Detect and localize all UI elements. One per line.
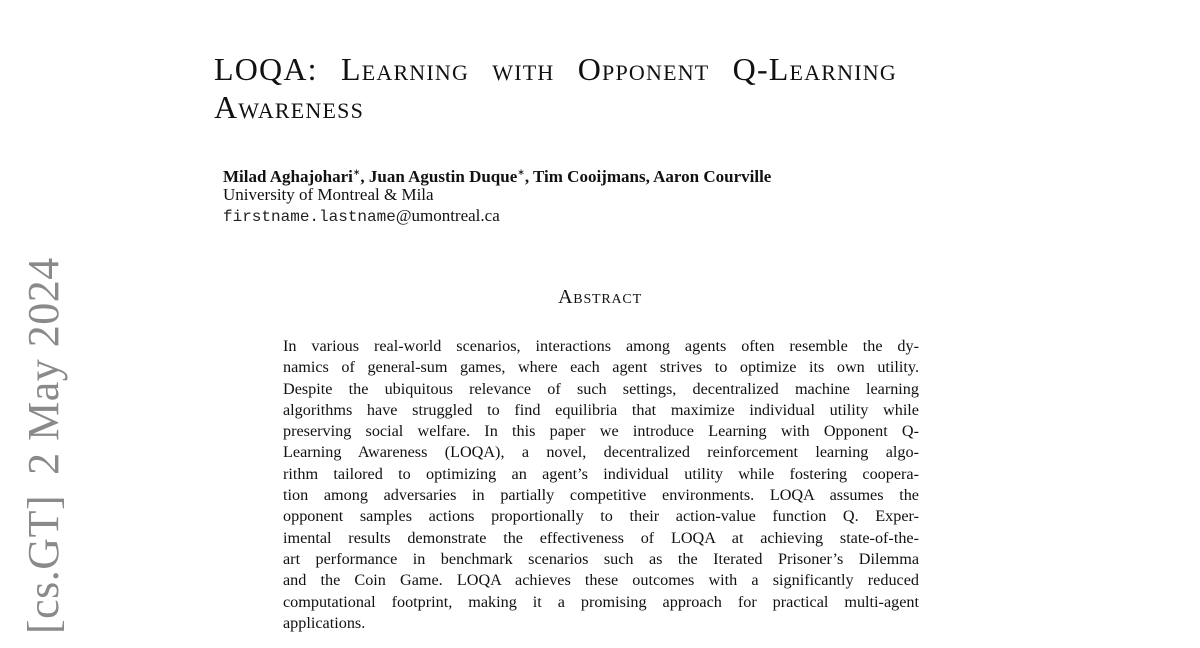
author-name: Milad Aghajohari <box>223 167 353 186</box>
arxiv-margin-stamp <box>19 257 68 634</box>
abstract-line: Learning Awareness (LOQA), a novel, decentralized reinforcement learning algo- <box>283 443 919 462</box>
email-local-part: firstname.lastname <box>223 208 396 226</box>
abstract-body <box>283 336 919 634</box>
arxiv-category: [cs.GT] <box>19 494 68 634</box>
abstract-line: opponent samples actions proportionally to their action-value function Q. Exper- <box>283 507 919 526</box>
abstract-line: and the Coin Game. LOQA achieves these outcomes with a significantly reduced <box>283 571 919 590</box>
equal-contribution-mark: ∗ <box>517 167 525 177</box>
abstract-heading: Abstract <box>558 286 642 308</box>
author-separator: , <box>360 167 369 186</box>
abstract-line: preserving social welfare. In this paper we introduce Learning with Opponent Q- <box>283 422 919 441</box>
abstract-line: imental results demonstrate the effectiveness of LOQA at achieving state-of-the- <box>283 528 919 547</box>
arxiv-date: 2 May 2024 <box>19 257 68 475</box>
email-domain: @umontreal.ca <box>395 206 500 225</box>
title-line-1: LOQA: Learning with Opponent Q-Learning <box>214 51 897 87</box>
abstract-line: computational footprint, making it a promising approach for practical multi-agent <box>283 592 919 611</box>
email-line <box>223 205 500 228</box>
abstract-line: namics of general-sum games, where each agent strives to optimize its own utility. <box>283 358 919 377</box>
affiliation: University of Montreal & Mila <box>223 185 434 204</box>
abstract-line: applications. <box>283 613 366 632</box>
abstract-line: rithm tailored to optimizing an agent’s individual utility while fostering coopera- <box>283 464 919 483</box>
abstract-line: Despite the ubiquitous relevance of such settings, decentralized machine learning <box>283 379 919 398</box>
abstract-line: algorithms have struggled to find equilibria that maximize individual utility while <box>283 400 919 419</box>
paper-title <box>214 50 1014 126</box>
author-names-rest: , Tim Cooijmans, Aaron Courville <box>524 167 772 186</box>
equal-contribution-mark: ∗ <box>352 167 361 177</box>
abstract-line: tion among adversaries in partially competitive environments. LOQA assumes the <box>283 486 919 505</box>
title-line-2: Awareness <box>214 89 365 125</box>
author-name: Juan Agustin Duque <box>368 167 518 186</box>
abstract-line: In various real-world scenarios, interactions among agents often resemble the dy- <box>283 337 919 355</box>
abstract-line: art performance in benchmark scenarios such as the Iterated Prisoner’s Dilemma <box>283 549 919 568</box>
